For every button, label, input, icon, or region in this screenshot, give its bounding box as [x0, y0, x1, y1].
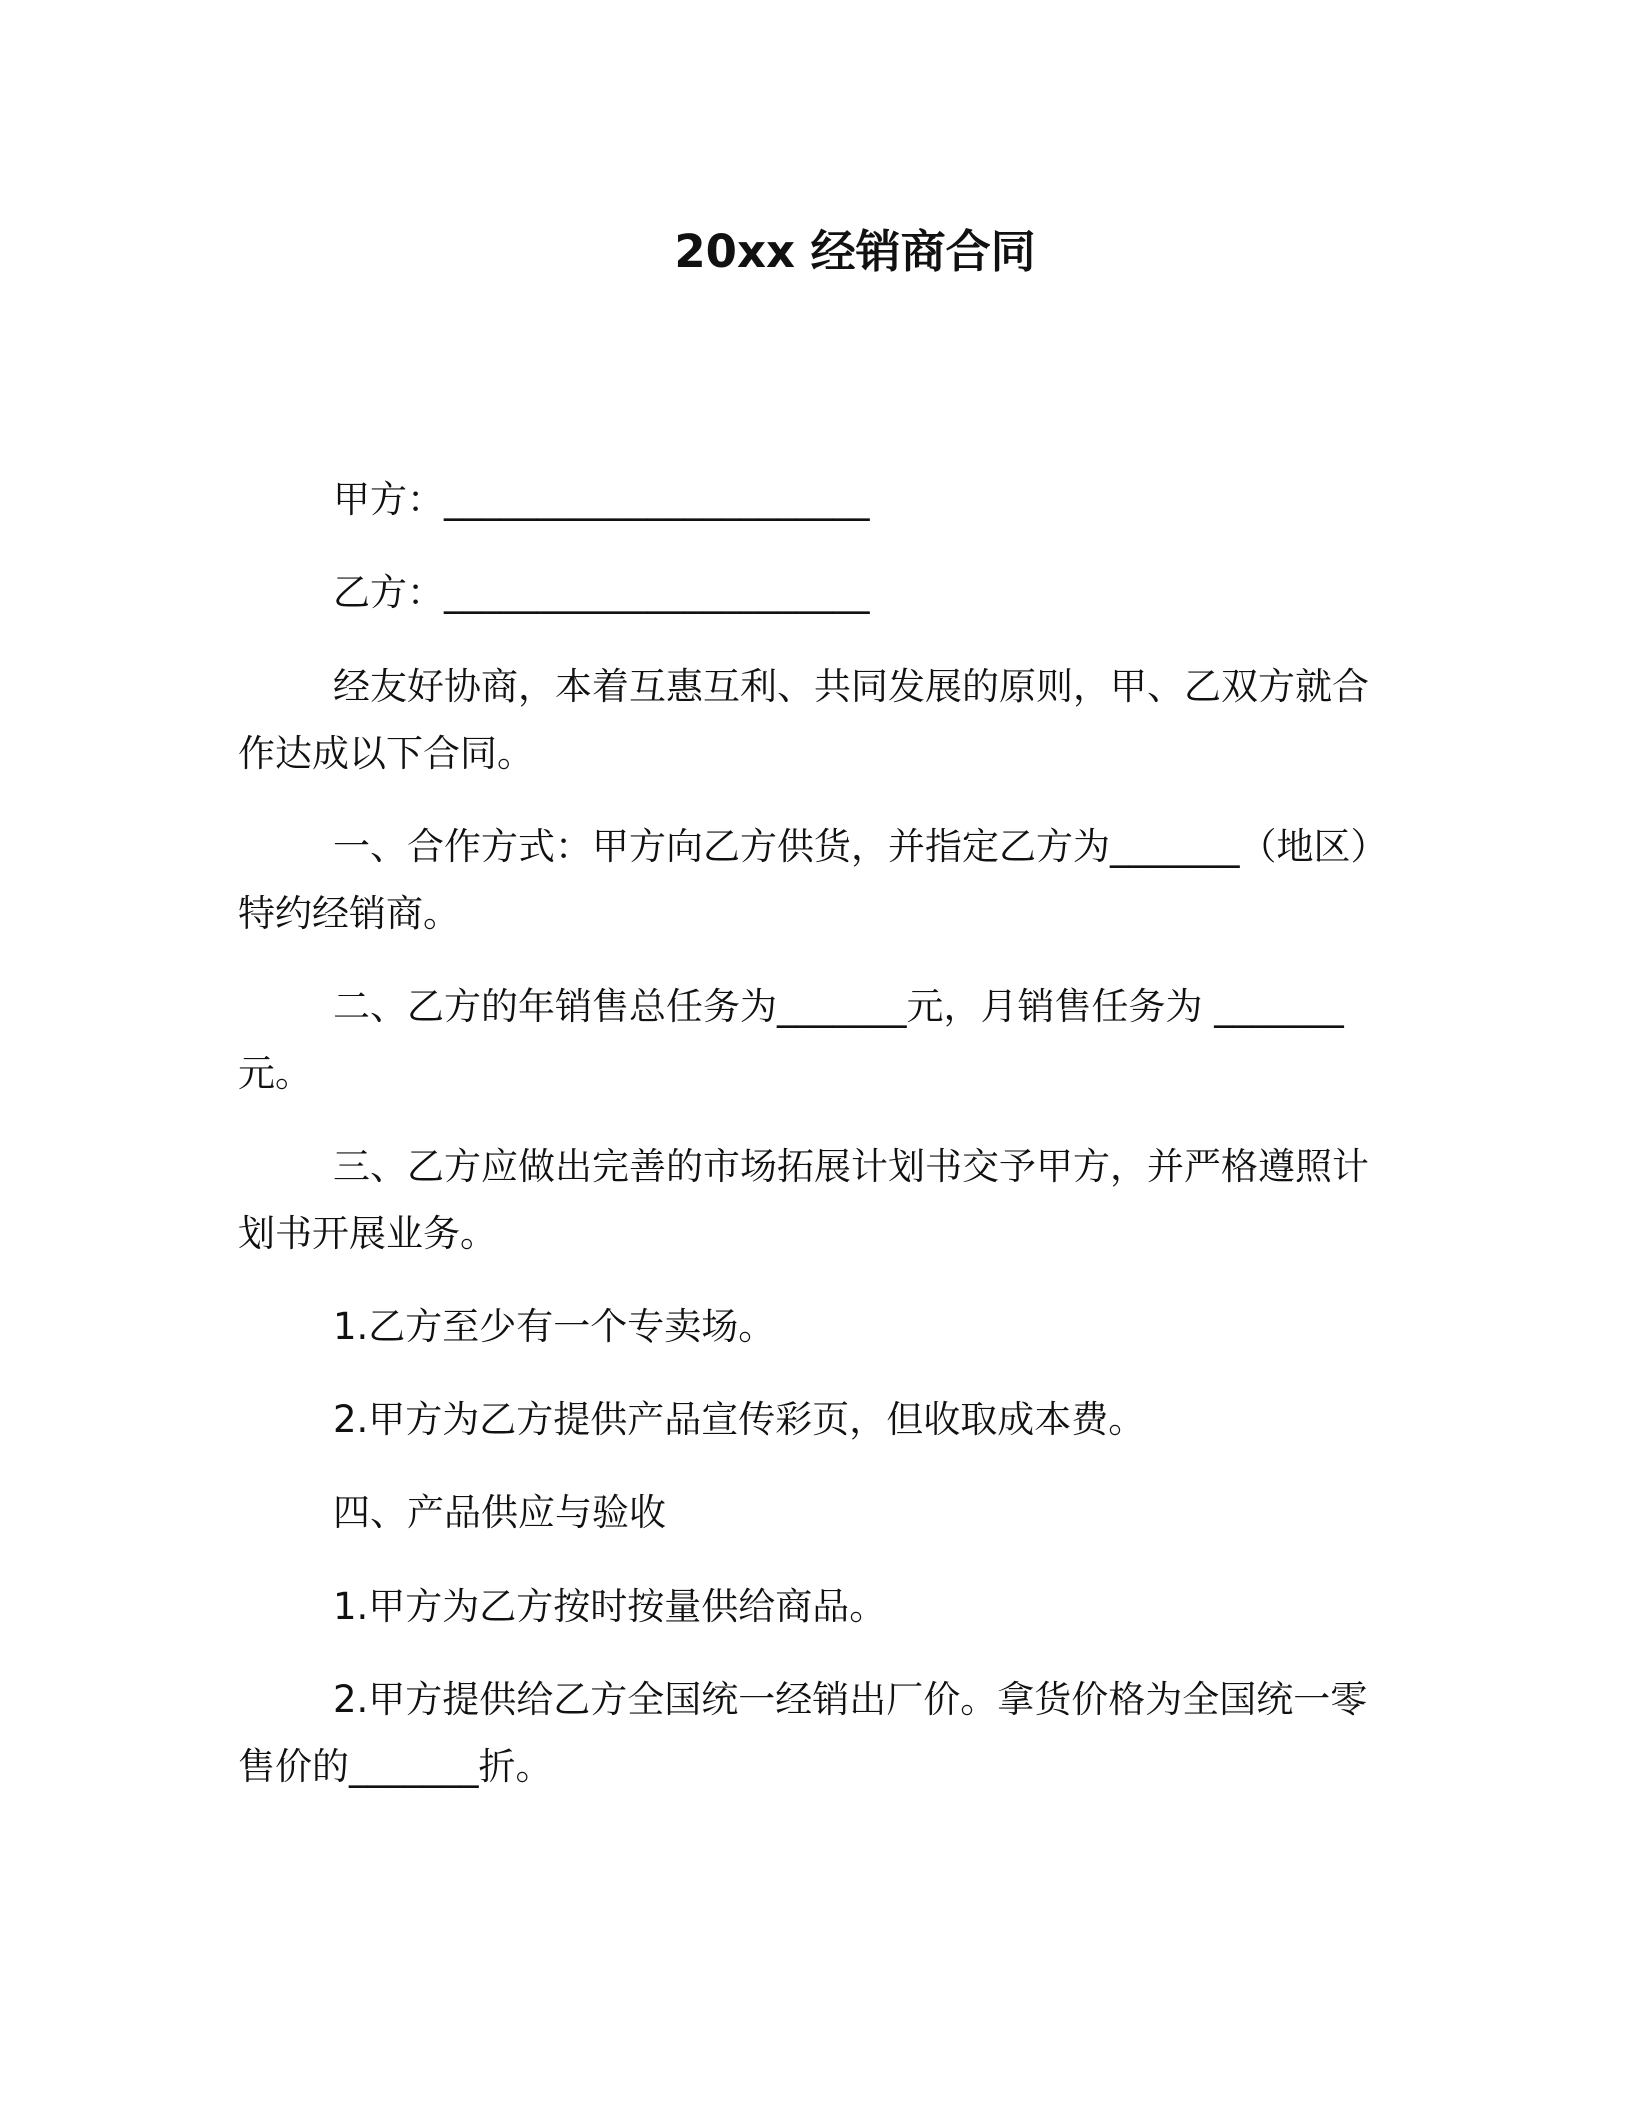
section-4-item-2-line-2: 售价的_______折。	[238, 1745, 553, 1788]
clause-2-line-2: 元。	[238, 1052, 312, 1095]
preamble-line-2: 作达成以下合同。	[238, 732, 534, 775]
clause-1-line-1: 一、合作方式：甲方向乙方供货，并指定乙方为_______（地区）	[333, 825, 1388, 868]
document-title: 20xx 经销商合同	[674, 225, 1036, 278]
section-4-item-2-line-1: 2.甲方提供给乙方全国统一经销出厂价。拿货价格为全国统一零	[333, 1678, 1368, 1721]
section-4-item-1: 1.甲方为乙方按时按量供给商品。	[333, 1585, 887, 1628]
clause-3-item-1: 1.乙方至少有一个专卖场。	[333, 1305, 776, 1348]
clause-2-line-1: 二、乙方的年销售总任务为_______元，月销售任务为 _______	[333, 985, 1344, 1028]
clause-3-item-2: 2.甲方为乙方提供产品宣传彩页，但收取成本费。	[333, 1398, 1146, 1441]
party-b-line: 乙方：_______________________	[333, 571, 870, 614]
party-a-line: 甲方：_______________________	[333, 478, 870, 521]
clause-1-line-2: 特约经销商。	[238, 892, 460, 935]
section-4-heading: 四、产品供应与验收	[333, 1491, 666, 1534]
clause-3-line-1: 三、乙方应做出完善的市场拓展计划书交予甲方，并严格遵照计	[333, 1145, 1369, 1188]
clause-3-line-2: 划书开展业务。	[238, 1212, 497, 1255]
preamble-line-1: 经友好协商，本着互惠互利、共同发展的原则，甲、乙双方就合	[333, 665, 1369, 708]
